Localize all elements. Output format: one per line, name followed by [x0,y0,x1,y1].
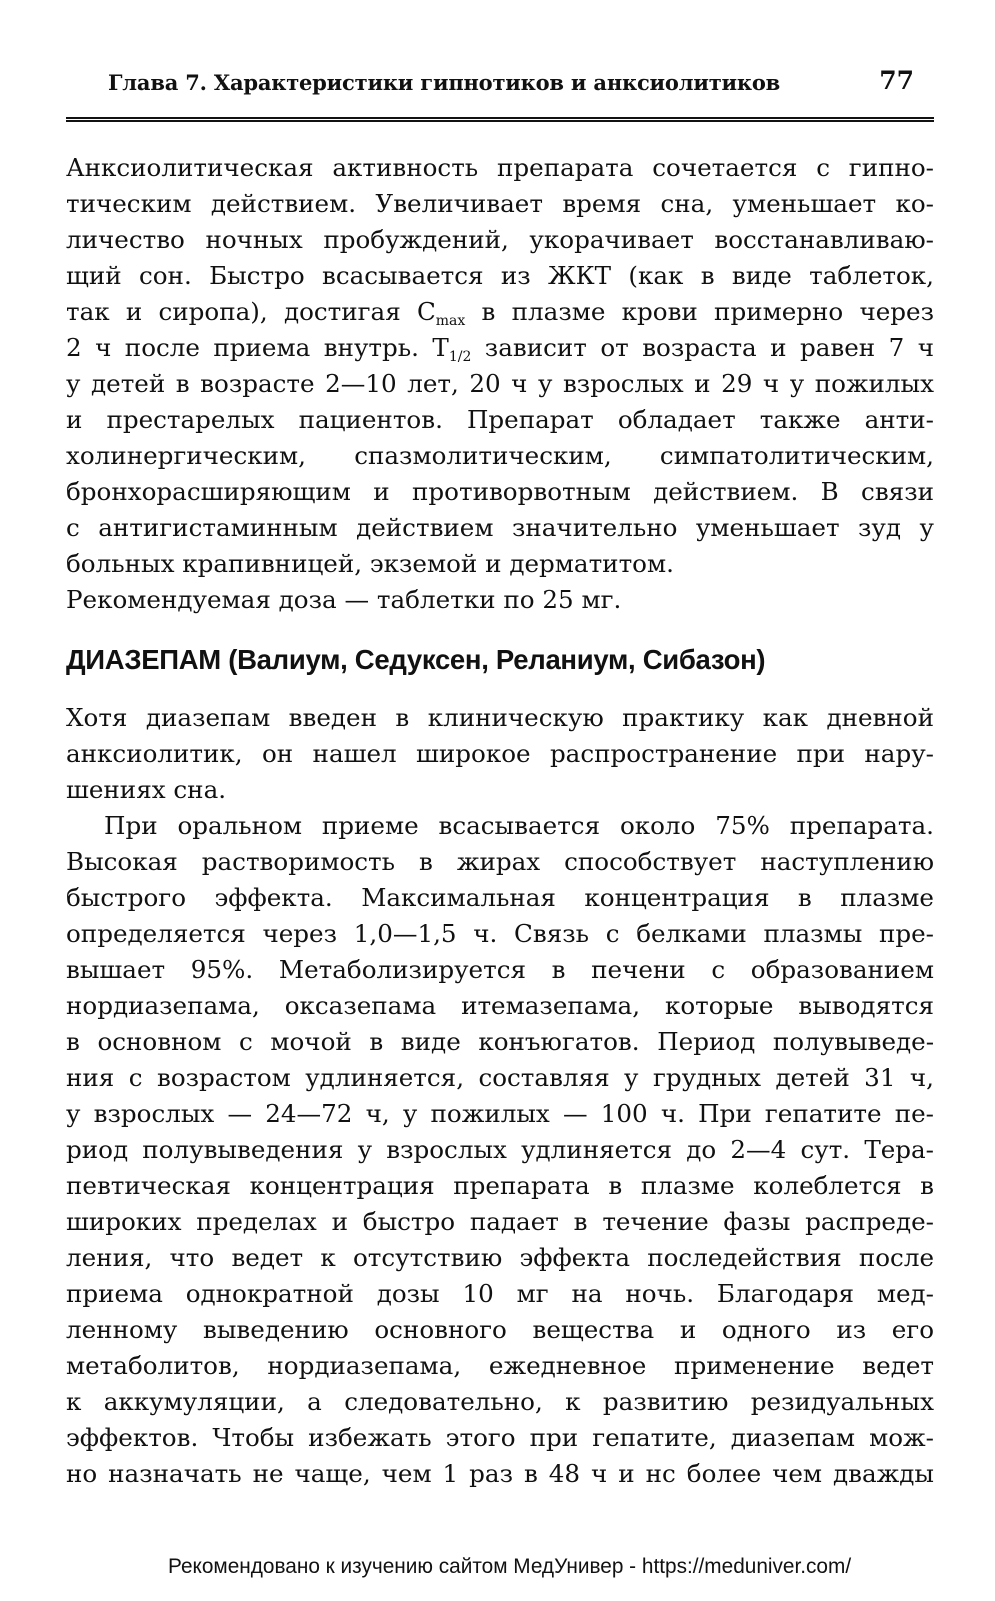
running-head [66,62,934,102]
text-line: Анксиолитическая активность препарата сочетается с гипно- [66,153,934,182]
text-line: щий сон. Быстро всасывается из ЖКТ (как в виде таблеток, [66,261,934,290]
text-line: шениях сна. [66,775,227,804]
text-line: у детей в возрасте 2—10 лет, 20 ч у взрослых и 29 ч у пожилых [66,369,934,398]
recommended-dose-line: Рекомендуемая доза — таблетки по 25 мг. [66,585,622,614]
page-number: 77 [879,66,914,95]
text-line: к аккумуляции, а следовательно, к развитию резидуальных [66,1387,934,1416]
text-line: с антигистаминным действием значительно уменьшает зуд у [66,513,934,542]
text-line: При оральном приеме всасывается около 75% препарата. [104,811,934,840]
text-line: риод полувыведения у взрослых удлиняется до 2—4 сут. Тера- [66,1135,934,1164]
text-line: больных крапивницей, экземой и дерматитом. [66,549,674,578]
section-heading-diazepam: ДИАЗЕПАМ (Валиум, Седуксен, Реланиум, Сибазон) [66,644,766,675]
text-line: анксиолитик, он нашел широкое распространение при нару- [66,739,934,768]
text-line: холинергическим, спазмолитическим, симпатолитическим, [66,441,934,470]
text-line: ленному выведению основного вещества и одного из его [66,1315,934,1344]
text-line: широких пределах и быстро падает в течение фазы распреде- [66,1207,934,1236]
text-line: бронхорасширяющим и противорвотным действием. В связи [66,477,934,506]
text-line: певтическая концентрация препарата в плазме колеблется в [66,1171,934,1200]
header-double-rule [66,117,934,122]
running-title: Глава 7. Характеристики гипнотиков и анксиолитиков [108,70,781,95]
subscript-half: 1/2 [448,349,472,365]
text-line-half-life [66,330,934,366]
text-line: Хотя диазепам введен в клиническую практику как дневной [66,703,934,732]
text-line: определяется через 1,0—1,5 ч. Связь с белками плазмы пре- [66,919,934,948]
text-line: эффектов. Чтобы избежать этого при гепатите, диазепам мож- [66,1423,934,1452]
text-line: ления, что ведет к отсутствию эффекта последействия после [66,1243,934,1272]
text-line: у взрослых — 24—72 ч, у пожилых — 100 ч. При гепатите пе- [66,1099,934,1128]
text-line: личество ночных пробуждений, укорачивает восстанавливаю- [66,225,934,254]
text-line: тическим действием. Увеличивает время сна, уменьшает ко- [66,189,934,218]
text-line: но назначать не чаще, чем 1 раз в 48 ч и нс более чем дважды [66,1459,934,1488]
text-line-cmax [66,294,934,330]
text-line: быстрого эффекта. Максимальная концентрация в плазме [66,883,934,912]
paragraph-diazepam [66,700,934,1492]
footer-watermark: Рекомендовано к изучению сайтом МедУнивер - https://meduniver.com/ [168,1555,852,1578]
text-line: метаболитов, нордиазепама, ежедневное применение ведет [66,1351,934,1380]
line-text: 2 ч после приема внутрь. T [66,333,449,362]
text-line: вышает 95%. Метаболизируется в печени с образованием [66,955,934,984]
line-text: так и сиропа), достигая C [66,297,436,326]
subscript-max: max [435,313,466,329]
line-text-rest: в плазме крови примерно через [465,297,934,326]
text-line: в основном с мочой в виде конъюгатов. Период полувыведе- [66,1027,934,1056]
text-line: Высокая растворимость в жирах способствует наступлению [66,847,934,876]
paragraph-hydroxyzine-description [66,150,934,618]
text-line: и престарелых пациентов. Препарат обладает также анти- [66,405,934,434]
line-text-rest: зависит от возраста и равен 7 ч [471,333,934,362]
text-line: ния с возрастом удлиняется, составляя у грудных детей 31 ч, [66,1063,934,1092]
text-line: приема однократной дозы 10 мг на ночь. Благодаря мед- [66,1279,934,1308]
text-line: нордиазепама, оксазепама итемазепама, которые выводятся [66,991,934,1020]
